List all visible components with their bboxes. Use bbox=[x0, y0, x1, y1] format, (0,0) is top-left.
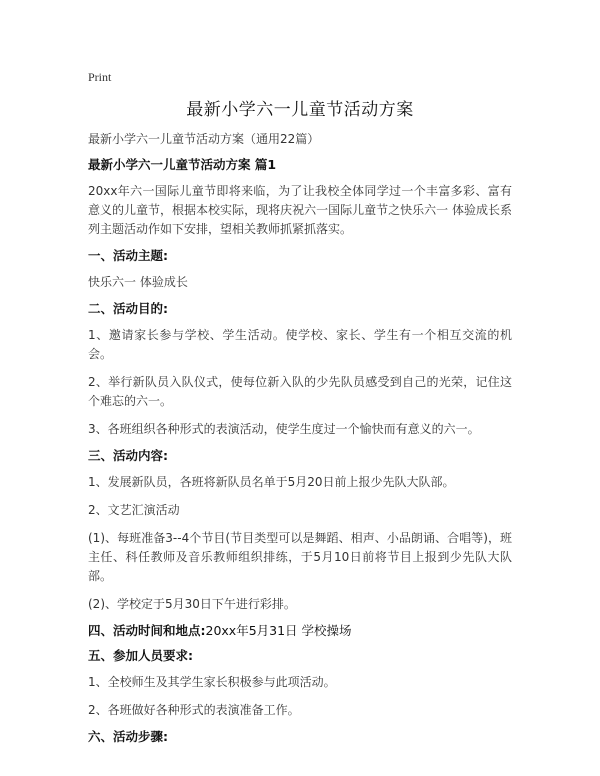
section-heading-steps: 六、活动步骤: bbox=[88, 729, 168, 744]
purpose-item: 2、举行新队员入队仪式，使每位新入队的少先队员感受到自己的光荣，记住这个难忘的六一。 bbox=[88, 375, 512, 408]
participants-item: 1、全校师生及其学生家长积极参与此项活动。 bbox=[88, 675, 336, 689]
document-title: 最新小学六一儿童节活动方案 bbox=[186, 100, 414, 120]
time-place-label: 四、活动时间和地点: bbox=[88, 623, 206, 638]
section-heading-participants: 五、参加人员要求: bbox=[88, 648, 193, 663]
section-heading-theme: 一、活动主题: bbox=[88, 248, 168, 263]
purpose-item: 3、各班组织各种形式的表演活动，使学生度过一个愉快而有意义的六一。 bbox=[88, 422, 480, 436]
section-heading-content: 三、活动内容: bbox=[88, 448, 168, 463]
content-item: (1)、每班准备3--4个节目(节目类型可以是舞蹈、相声、小品朗诵、合唱等)，班主任、科任教师及音乐教师组织排练，于5月10日前将节目上报到少先队大队部。 bbox=[88, 531, 512, 583]
section-heading-purpose: 二、活动目的: bbox=[88, 301, 168, 316]
time-place-text: 20xx年5月31日 学校操场 bbox=[205, 623, 352, 638]
section-heading-time-place bbox=[88, 623, 512, 639]
document-subtitle: 最新小学六一儿童节活动方案（通用22篇） bbox=[88, 132, 320, 146]
theme-text: 快乐六一 体验成长 bbox=[88, 275, 188, 289]
purpose-item: 1、邀请家长参与学校、学生活动。使学校、家长、学生有一个相互交流的机会。 bbox=[88, 328, 512, 361]
content-item: 2、文艺汇演活动 bbox=[88, 503, 180, 517]
content-item: (2)、学校定于5月30日下午进行彩排。 bbox=[88, 597, 296, 611]
print-label: Print bbox=[88, 70, 112, 84]
participants-item: 2、各班做好各种形式的表演准备工作。 bbox=[88, 703, 300, 717]
content-item: 1、发展新队员，各班将新队员名单于5月20日前上报少先队大队部。 bbox=[88, 475, 455, 489]
article-heading: 最新小学六一儿童节活动方案 篇1 bbox=[88, 157, 277, 172]
intro-paragraph: 20xx年六一国际儿童节即将来临，为了让我校全体同学过一个丰富多彩、富有意义的儿童节，根据本校实际，现将庆祝六一国际儿童节之快乐六一 体验成长系列主题活动作如下安排，望相关教师抓紧抓落实。 bbox=[88, 184, 512, 236]
